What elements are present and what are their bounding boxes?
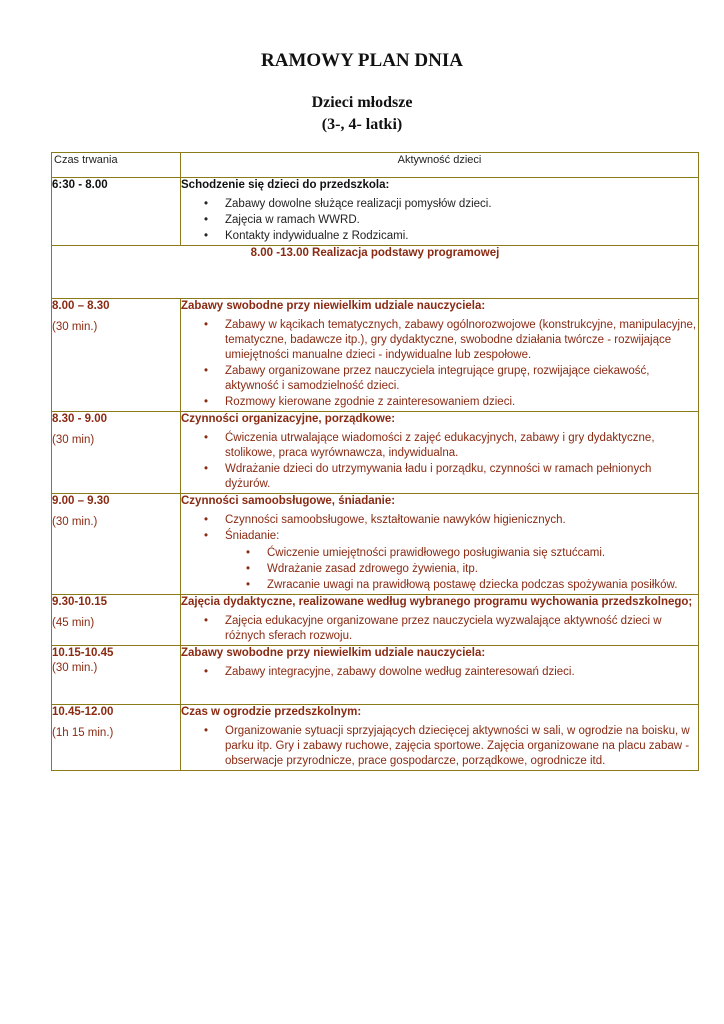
time-range: 10.45-12.00: [52, 706, 114, 718]
list-item: • Ćwiczenia utrwalające wiadomości z zajęć edukacyjnych, zabawy i gry dydaktyczne, stolikowe, praca wyrównawcza, indywidualna.: [225, 431, 698, 461]
activity-cell: [181, 412, 699, 494]
activity-list: [181, 724, 698, 769]
realization-banner: 8.00 -13.00 Realizacja podstawy programowej: [52, 246, 699, 299]
table-row: [52, 646, 699, 705]
sub-list-item: • Wdrażanie zasad zdrowego żywienia, itp.: [267, 562, 698, 577]
table-row: [52, 178, 699, 246]
col-header-duration: Czas trwania: [52, 153, 181, 178]
sub-list-item: • Ćwiczenie umiejętności prawidłowego posługiwania się sztućcami.: [267, 546, 698, 561]
col-header-activity: Aktywność dzieci: [181, 153, 699, 178]
list-item: • Czynności samoobsługowe, kształtowanie nawyków higienicznych.: [225, 513, 698, 528]
activity-list: [181, 614, 698, 644]
realization-row: [52, 246, 699, 299]
time-range: 10.15-10.45: [52, 647, 114, 659]
list-item: • Zabawy integracyjne, zabawy dowolne według zainteresowań dzieci.: [225, 665, 698, 680]
duration: (1h 15 min.): [52, 727, 114, 739]
list-item: • Wdrażanie dzieci do utrzymywania ładu i porządku, czynności w ramach pełnionych dyżurów.: [225, 462, 698, 492]
list-item: [225, 529, 698, 593]
sub-list: [225, 546, 698, 593]
time-cell: [52, 595, 181, 646]
subtitle-age: (3-, 4- latki): [321, 116, 403, 133]
activity-heading: Czynności samoobsługowe, śniadanie:: [181, 495, 396, 507]
activity-list: [181, 318, 698, 410]
time-cell: [52, 178, 181, 246]
activity-cell: [181, 494, 699, 595]
table-row: [52, 595, 699, 646]
activity-list: [181, 513, 698, 593]
table-row: [52, 494, 699, 595]
activity-list: [181, 665, 698, 680]
activity-list: [181, 431, 698, 492]
activity-heading: Zabawy swobodne przy niewielkim udziale nauczyciela:: [181, 300, 486, 312]
time-cell: [52, 299, 181, 412]
list-item: • Rozmowy kierowane zgodnie z zainteresowaniem dzieci.: [225, 395, 698, 410]
activity-cell: [181, 705, 699, 771]
table-header-row: [52, 153, 699, 178]
activity-cell: [181, 299, 699, 412]
activity-heading: Czas w ogrodzie przedszkolnym:: [181, 706, 362, 718]
time-range: 8.00 – 8.30: [52, 300, 110, 312]
time-cell: [52, 646, 181, 705]
sub-list-item: • Zwracanie uwagi na prawidłową postawę dziecka podczas spożywania posiłków.: [267, 578, 698, 593]
list-item: • Zajęcia edukacyjne organizowane przez nauczyciela wyzwalające aktywność dzieci w różnych sferach rozwoju.: [225, 614, 698, 644]
duration: (30 min.): [52, 321, 98, 333]
activity-heading: Zabawy swobodne przy niewielkim udziale nauczyciela:: [181, 647, 486, 659]
list-item: • Organizowanie sytuacji sprzyjających dziecięcej aktywności w sali, w ogrodzie na boisku, w parku itp. Gry i zabawy ruchowe, zajęcia sportowe. Zajęcia organizowane na placu zabaw - obserwacje przyrodnicze, prace gospodarcze, porządkowe, ogrodnicze itd.: [225, 724, 698, 769]
list-item-label: Śniadanie:: [225, 530, 280, 542]
list-item: • Zabawy organizowane przez nauczyciela integrujące grupę, rozwijające ciekawość, aktywność i samodzielność dzieci.: [225, 364, 698, 394]
subtitle-group: Dzieci młodsze: [311, 94, 413, 111]
duration: (30 min): [52, 434, 95, 446]
activity-heading: Czynności organizacyjne, porządkowe:: [181, 413, 396, 425]
time-range: 6:30 - 8.00: [52, 179, 108, 191]
time-range: 8.30 - 9.00: [52, 413, 107, 425]
table-row: [52, 412, 699, 494]
list-item: • Zabawy dowolne służące realizacji pomysłów dzieci.: [225, 197, 698, 212]
time-range: 9.30-10.15: [52, 596, 107, 608]
activity-cell: [181, 646, 699, 705]
activity-heading: Zajęcia dydaktyczne, realizowane według wybranego programu wychowania przedszkolnego;: [181, 596, 693, 608]
duration: (45 min): [52, 617, 95, 629]
activity-heading: Schodzenie się dzieci do przedszkola:: [181, 179, 390, 191]
time-cell: [52, 705, 181, 771]
list-item: • Kontakty indywidualne z Rodzicami.: [225, 229, 698, 244]
list-item: • Zabawy w kącikach tematycznych, zabawy ogólnorozwojowe (konstrukcyjne, manipulacyjne, tematyczne, badawcze itp.), gry dydaktyczne, swobodne działania twórcze - rozwijające umiejętności manualne dzieci - indywidualne lub zespołowe.: [225, 318, 698, 363]
activity-cell: [181, 595, 699, 646]
schedule-table: [51, 152, 699, 771]
duration: (30 min.): [52, 662, 98, 674]
time-cell: [52, 494, 181, 595]
time-range: 9.00 – 9.30: [52, 495, 110, 507]
table-row: [52, 299, 699, 412]
table-row: [52, 705, 699, 771]
activity-cell: [181, 178, 699, 246]
duration: (30 min.): [52, 516, 98, 528]
time-cell: [52, 412, 181, 494]
activity-list: [181, 197, 698, 244]
list-item: • Zajęcia w ramach WWRD.: [225, 213, 698, 228]
page-title: RAMOWY PLAN DNIA: [261, 50, 463, 71]
